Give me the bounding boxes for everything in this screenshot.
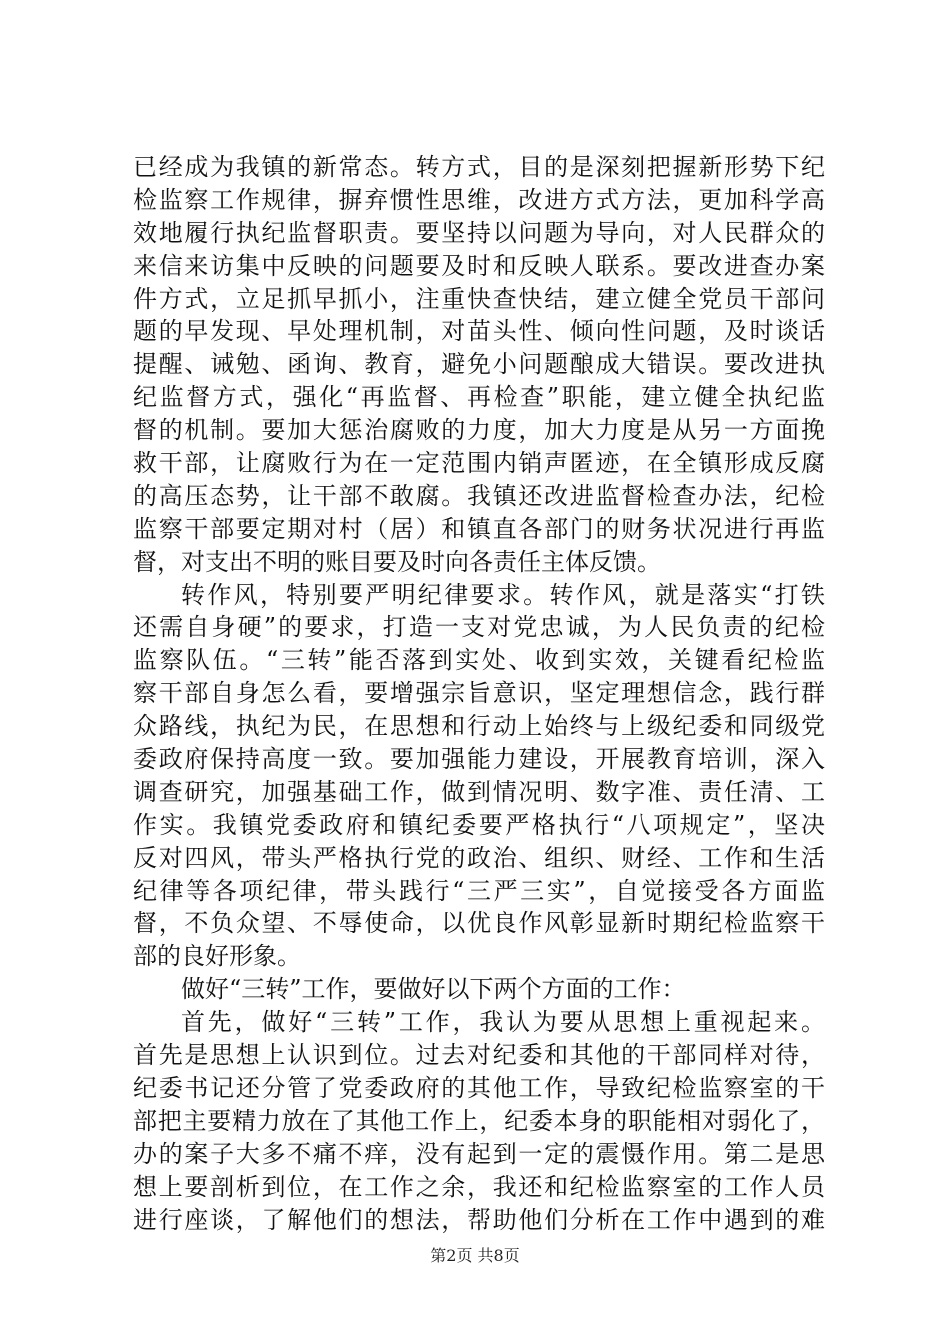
text-line: 众路线，执纪为民，在思想和行动上始终与上级纪委和同级党 (133, 712, 825, 741)
text-line: 督的机制。要加大惩治腐败的力度，加大力度是从另一方面挽 (133, 416, 825, 445)
text-line: 想上要剖析到位，在工作之余，我还和纪检监察室的工作人员 (133, 1172, 825, 1201)
text-line: 件方式，立足抓早抓小，注重快查快结，建立健全党员干部问 (133, 284, 825, 313)
text-line: 效地履行执纪监督职责。要坚持以问题为导向，对人民群众的 (133, 218, 825, 247)
text-line: 反对四风，带头严格执行党的政治、组织、财经、工作和生活 (133, 843, 825, 872)
document-body (133, 151, 825, 1236)
text-line: 做好“三转”工作，要做好以下两个方面的工作： (181, 975, 686, 1004)
text-line: 监察干部要定期对村（居）和镇直各部门的财务状况进行再监 (133, 514, 825, 543)
text-line: 转作风，特别要严明纪律要求。转作风，就是落实“打铁 (181, 580, 825, 609)
page-number-footer: 第2页 共8页 (430, 1246, 520, 1265)
text-line: 进行座谈，了解他们的想法，帮助他们分析在工作中遇到的难 (133, 1205, 825, 1234)
text-line: 部的良好形象。 (133, 942, 301, 971)
text-line: 的高压态势，让干部不敢腐。我镇还改进监督检查办法，纪检 (133, 481, 825, 510)
text-line: 题的早发现、早处理机制，对苗头性、倾向性问题，及时谈话 (133, 317, 825, 346)
text-line: 部把主要精力放在了其他工作上，纪委本身的职能相对弱化了， (133, 1106, 825, 1135)
text-line: 首先是思想上认识到位。过去对纪委和其他的干部同样对待， (133, 1041, 825, 1070)
text-line: 调查研究，加强基础工作，做到情况明、数字准、责任清、工 (133, 777, 825, 806)
text-line: 纪监督方式，强化“再监督、再检查”职能，建立健全执纪监 (133, 383, 825, 412)
text-line: 作实。我镇党委政府和镇纪委要严格执行“八项规定”，坚决 (133, 810, 825, 839)
text-line: 已经成为我镇的新常态。转方式，目的是深刻把握新形势下纪 (133, 153, 825, 181)
text-line: 来信来访集中反映的问题要及时和反映人联系。要改进查办案 (133, 251, 825, 280)
text-line: 监察队伍。“三转”能否落到实处、收到实效，关键看纪检监 (133, 646, 825, 675)
text-line: 纪律等各项纪律，带头践行“三严三实”，自觉接受各方面监 (133, 876, 825, 905)
text-line: 察干部自身怎么看，要增强宗旨意识，坚定理想信念，践行群 (133, 679, 825, 708)
text-line: 督，不负众望、不辱使命，以优良作风彰显新时期纪检监察干 (133, 909, 825, 938)
text-line: 检监察工作规律，摒弃惯性思维，改进方式方法，更加科学高 (133, 185, 825, 214)
text-line: 办的案子大多不痛不痒，没有起到一定的震慑作用。第二是思 (133, 1139, 825, 1168)
text-line: 救干部，让腐败行为在一定范围内销声匿迹，在全镇形成反腐 (133, 449, 825, 478)
text-line: 督，对支出不明的账目要及时向各责任主体反馈。 (133, 547, 661, 576)
text-line: 提醒、诫勉、函询、教育，避免小问题酿成大错误。要改进执 (133, 350, 825, 379)
text-line: 委政府保持高度一致。要加强能力建设，开展教育培训，深入 (133, 745, 825, 774)
text-line: 首先，做好“三转”工作，我认为要从思想上重视起来。 (181, 1008, 825, 1037)
text-line: 纪委书记还分管了党委政府的其他工作，导致纪检监察室的干 (133, 1073, 825, 1102)
text-line: 还需自身硬”的要求，打造一支对党忠诚，为人民负责的纪检 (133, 613, 825, 642)
